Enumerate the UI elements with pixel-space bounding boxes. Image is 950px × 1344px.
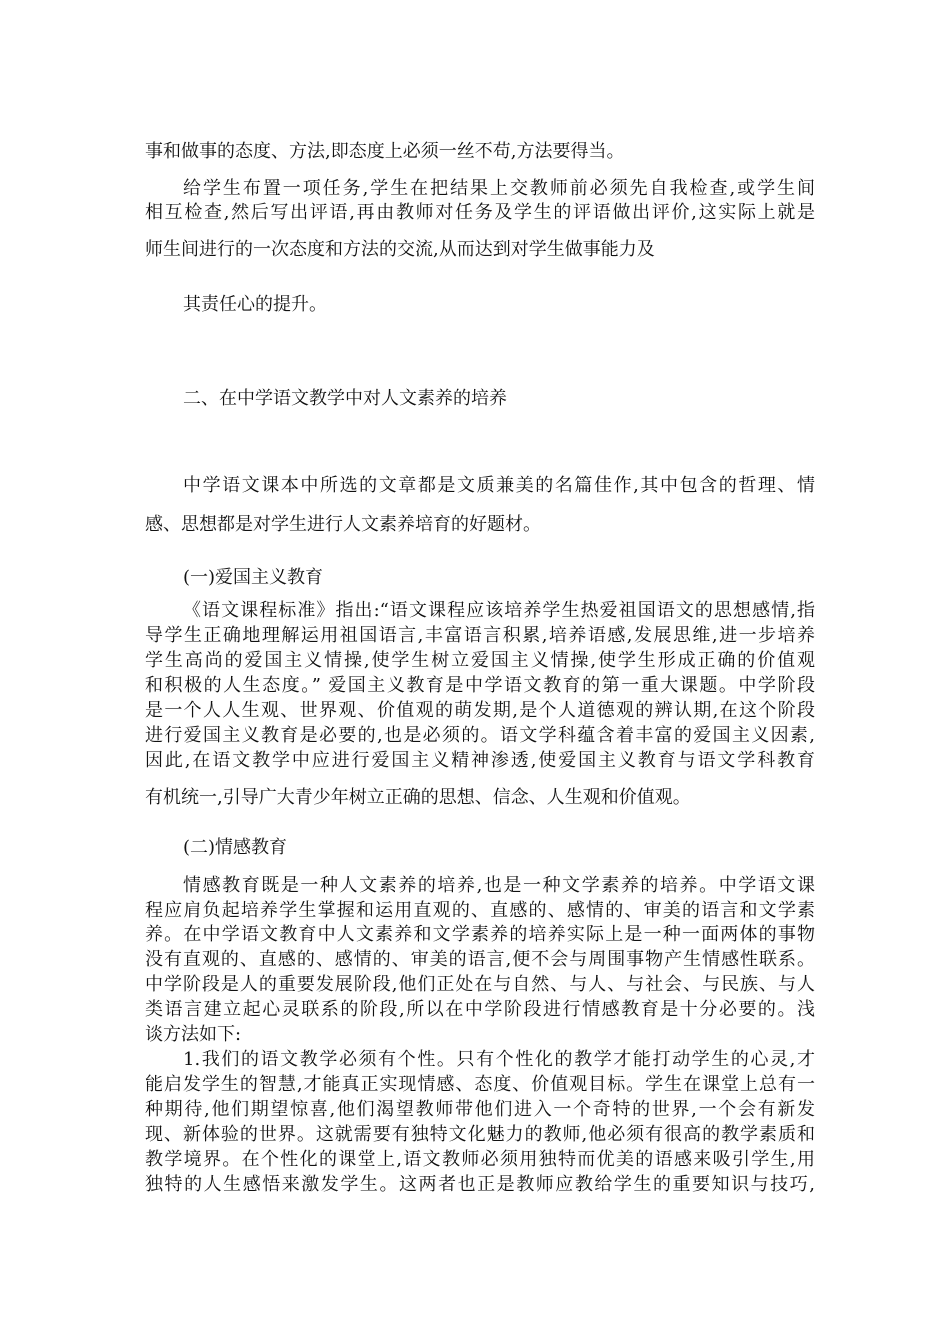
paragraph-line: 教学境界。在个性化的课堂上,语文教师必须用独特而优美的语感来吸引学生,用 bbox=[145, 1149, 815, 1170]
paragraph-line: 没有直观的、直感的、感情的、审美的语言,便不会与周围事物产生情感性联系。 bbox=[145, 949, 815, 970]
paragraph-line: 因此,在语文教学中应进行爱国主义精神渗透,使爱国主义教育与语文学科教育 bbox=[145, 750, 815, 771]
paragraph-line: 相互检查,然后写出评语,再由教师对任务及学生的评语做出评价,这实际上就是 bbox=[145, 202, 815, 223]
paragraph-line: 学生高尚的爱国主义情操,使学生树立爱国主义情操,使学生形成正确的价值观 bbox=[145, 650, 815, 671]
paragraph-line: 其责任心的提升。 bbox=[183, 294, 327, 315]
subsection-heading: (一)爱国主义教育 bbox=[183, 567, 324, 588]
paragraph-line: 《语文课程标准》指出:“语文课程应该培养学生热爱祖国语文的思想感情,指 bbox=[183, 600, 815, 621]
paragraph-line: 师生间进行的一次态度和方法的交流,从而达到对学生做事能力及 bbox=[145, 239, 655, 260]
paragraph-line: 感、思想都是对学生进行人文素养培育的好题材。 bbox=[145, 514, 541, 535]
paragraph-line: 能启发学生的智慧,才能真正实现情感、态度、价值观目标。学生在课堂上总有一 bbox=[145, 1074, 815, 1095]
paragraph-line: 种期待,他们期望惊喜,他们渴望教师带他们进入一个奇特的世界,一个会有新发 bbox=[145, 1099, 815, 1120]
paragraph-line: 养。在中学语文教育中人文素养和文学素养的培养实际上是一种一面两体的事物 bbox=[145, 924, 815, 945]
paragraph-line: 中学阶段是人的重要发展阶段,他们正处在与自然、与人、与社会、与民族、与人 bbox=[145, 974, 815, 995]
subsection-heading: (二)情感教育 bbox=[183, 837, 288, 858]
paragraph-line: 事和做事的态度、方法,即态度上必须一丝不苟,方法要得当。 bbox=[145, 141, 625, 162]
paragraph-line: 独特的人生感悟来激发学生。这两者也正是教师应教给学生的重要知识与技巧, bbox=[145, 1174, 815, 1195]
paragraph-line: 和积极的人生态度。” 爱国主义教育是中学语文教育的第一重大课题。中学阶段 bbox=[145, 675, 815, 696]
paragraph-line: 有机统一,引导广大青少年树立正确的思想、信念、人生观和价值观。 bbox=[145, 787, 691, 808]
paragraph-line: 是一个人人生观、世界观、价值观的萌发期,是个人道德观的辨认期,在这个阶段 bbox=[145, 700, 815, 721]
paragraph-line: 类语言建立起心灵联系的阶段,所以在中学阶段进行情感教育是十分必要的。浅 bbox=[145, 999, 815, 1020]
paragraph-line: 程应肩负起培养学生掌握和运用直观的、直感的、感情的、审美的语言和文学素 bbox=[145, 900, 815, 921]
section-heading: 二、在中学语文教学中对人文素养的培养 bbox=[183, 388, 507, 409]
paragraph-line: 1.我们的语文教学必须有个性。只有个性化的教学才能打动学生的心灵,才 bbox=[183, 1049, 815, 1070]
paragraph-line: 谈方法如下: bbox=[145, 1024, 242, 1045]
paragraph-line: 进行爱国主义教育是必要的,也是必须的。语文学科蕴含着丰富的爱国主义因素, bbox=[145, 725, 815, 746]
paragraph-line: 情感教育既是一种人文素养的培养,也是一种文学素养的培养。中学语文课 bbox=[183, 875, 815, 896]
paragraph-line: 现、新体验的世界。这就需要有独特文化魅力的教师,他必须有很高的教学素质和 bbox=[145, 1124, 815, 1145]
paragraph-line: 中学语文课本中所选的文章都是文质兼美的名篇佳作,其中包含的哲理、情 bbox=[183, 475, 815, 496]
paragraph-line: 给学生布置一项任务,学生在把结果上交教师前必须先自我检查,或学生间 bbox=[183, 178, 815, 199]
paragraph-line: 导学生正确地理解运用祖国语言,丰富语言积累,培养语感,发展思维,进一步培养 bbox=[145, 625, 815, 646]
